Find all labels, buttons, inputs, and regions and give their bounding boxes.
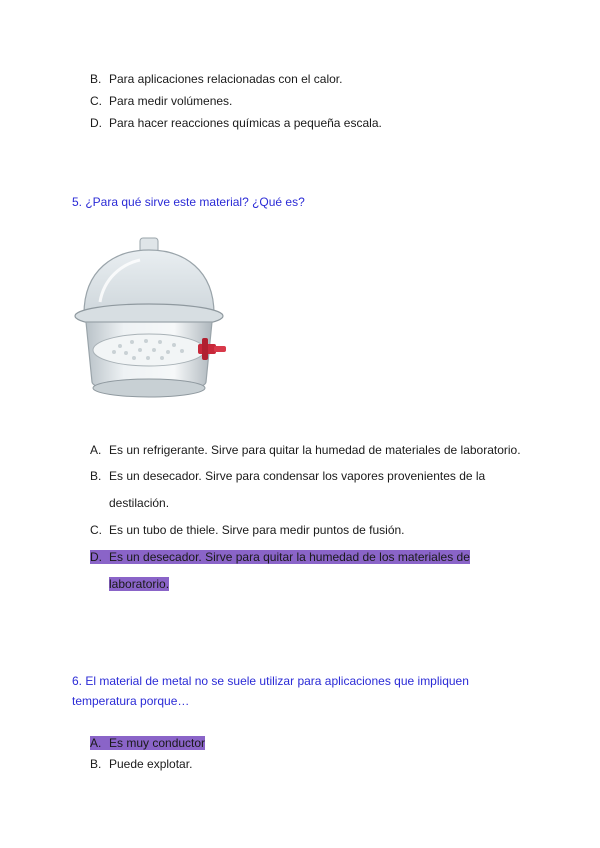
option-text: Para hacer reacciones químicas a pequeña escala. [109,116,382,130]
option-letter: C. [90,523,102,537]
option-text: Para medir volúmenes. [109,94,233,108]
q5-option-d-highlighted [90,550,470,564]
q5-question: 5. ¿Para qué sirve este material? ¿Qué es? [72,195,305,209]
q4-option-d [90,116,382,130]
option-text: Es un desecador. Sirve para quitar la humedad de los materiales de [109,550,470,564]
q6-question-line1: 6. El material de metal no se suele utilizar para aplicaciones que impliquen [72,674,469,688]
option-letter: B. [90,469,102,483]
q6-question-line2: temperatura porque… [72,694,190,708]
q4-option-c [90,94,232,108]
option-text: Es un refrigerante. Sirve para quitar la humedad de materiales de laboratorio. [109,443,521,457]
option-letter: B. [90,757,102,771]
q4-option-b [90,72,342,86]
highlighted-text: laboratorio. [109,577,170,591]
option-letter: A. [90,443,102,457]
option-text: Es muy conductor [109,736,206,750]
option-letter: B. [90,72,102,86]
desiccator-illustration [70,232,230,412]
option-text: Es un tubo de thiele. Sirve para medir puntos de fusión. [109,523,405,537]
q5-option-a [90,443,521,457]
q6-option-b [90,757,192,771]
option-letter: A. [90,736,102,750]
q5-option-b [90,469,485,483]
q5-option-c [90,523,405,537]
q5-option-b-continuation: destilación. [109,496,170,510]
option-text: Para aplicaciones relacionadas con el calor. [109,72,343,86]
option-letter: D. [90,116,102,130]
option-letter: C. [90,94,102,108]
option-text: Puede explotar. [109,757,193,771]
option-text: Es un desecador. Sirve para condensar los vapores provenientes de la [109,469,486,483]
desiccator-image [70,232,230,412]
option-letter: D. [90,550,102,564]
q5-option-d-continuation [109,577,169,591]
q6-option-a-highlighted [90,736,205,750]
